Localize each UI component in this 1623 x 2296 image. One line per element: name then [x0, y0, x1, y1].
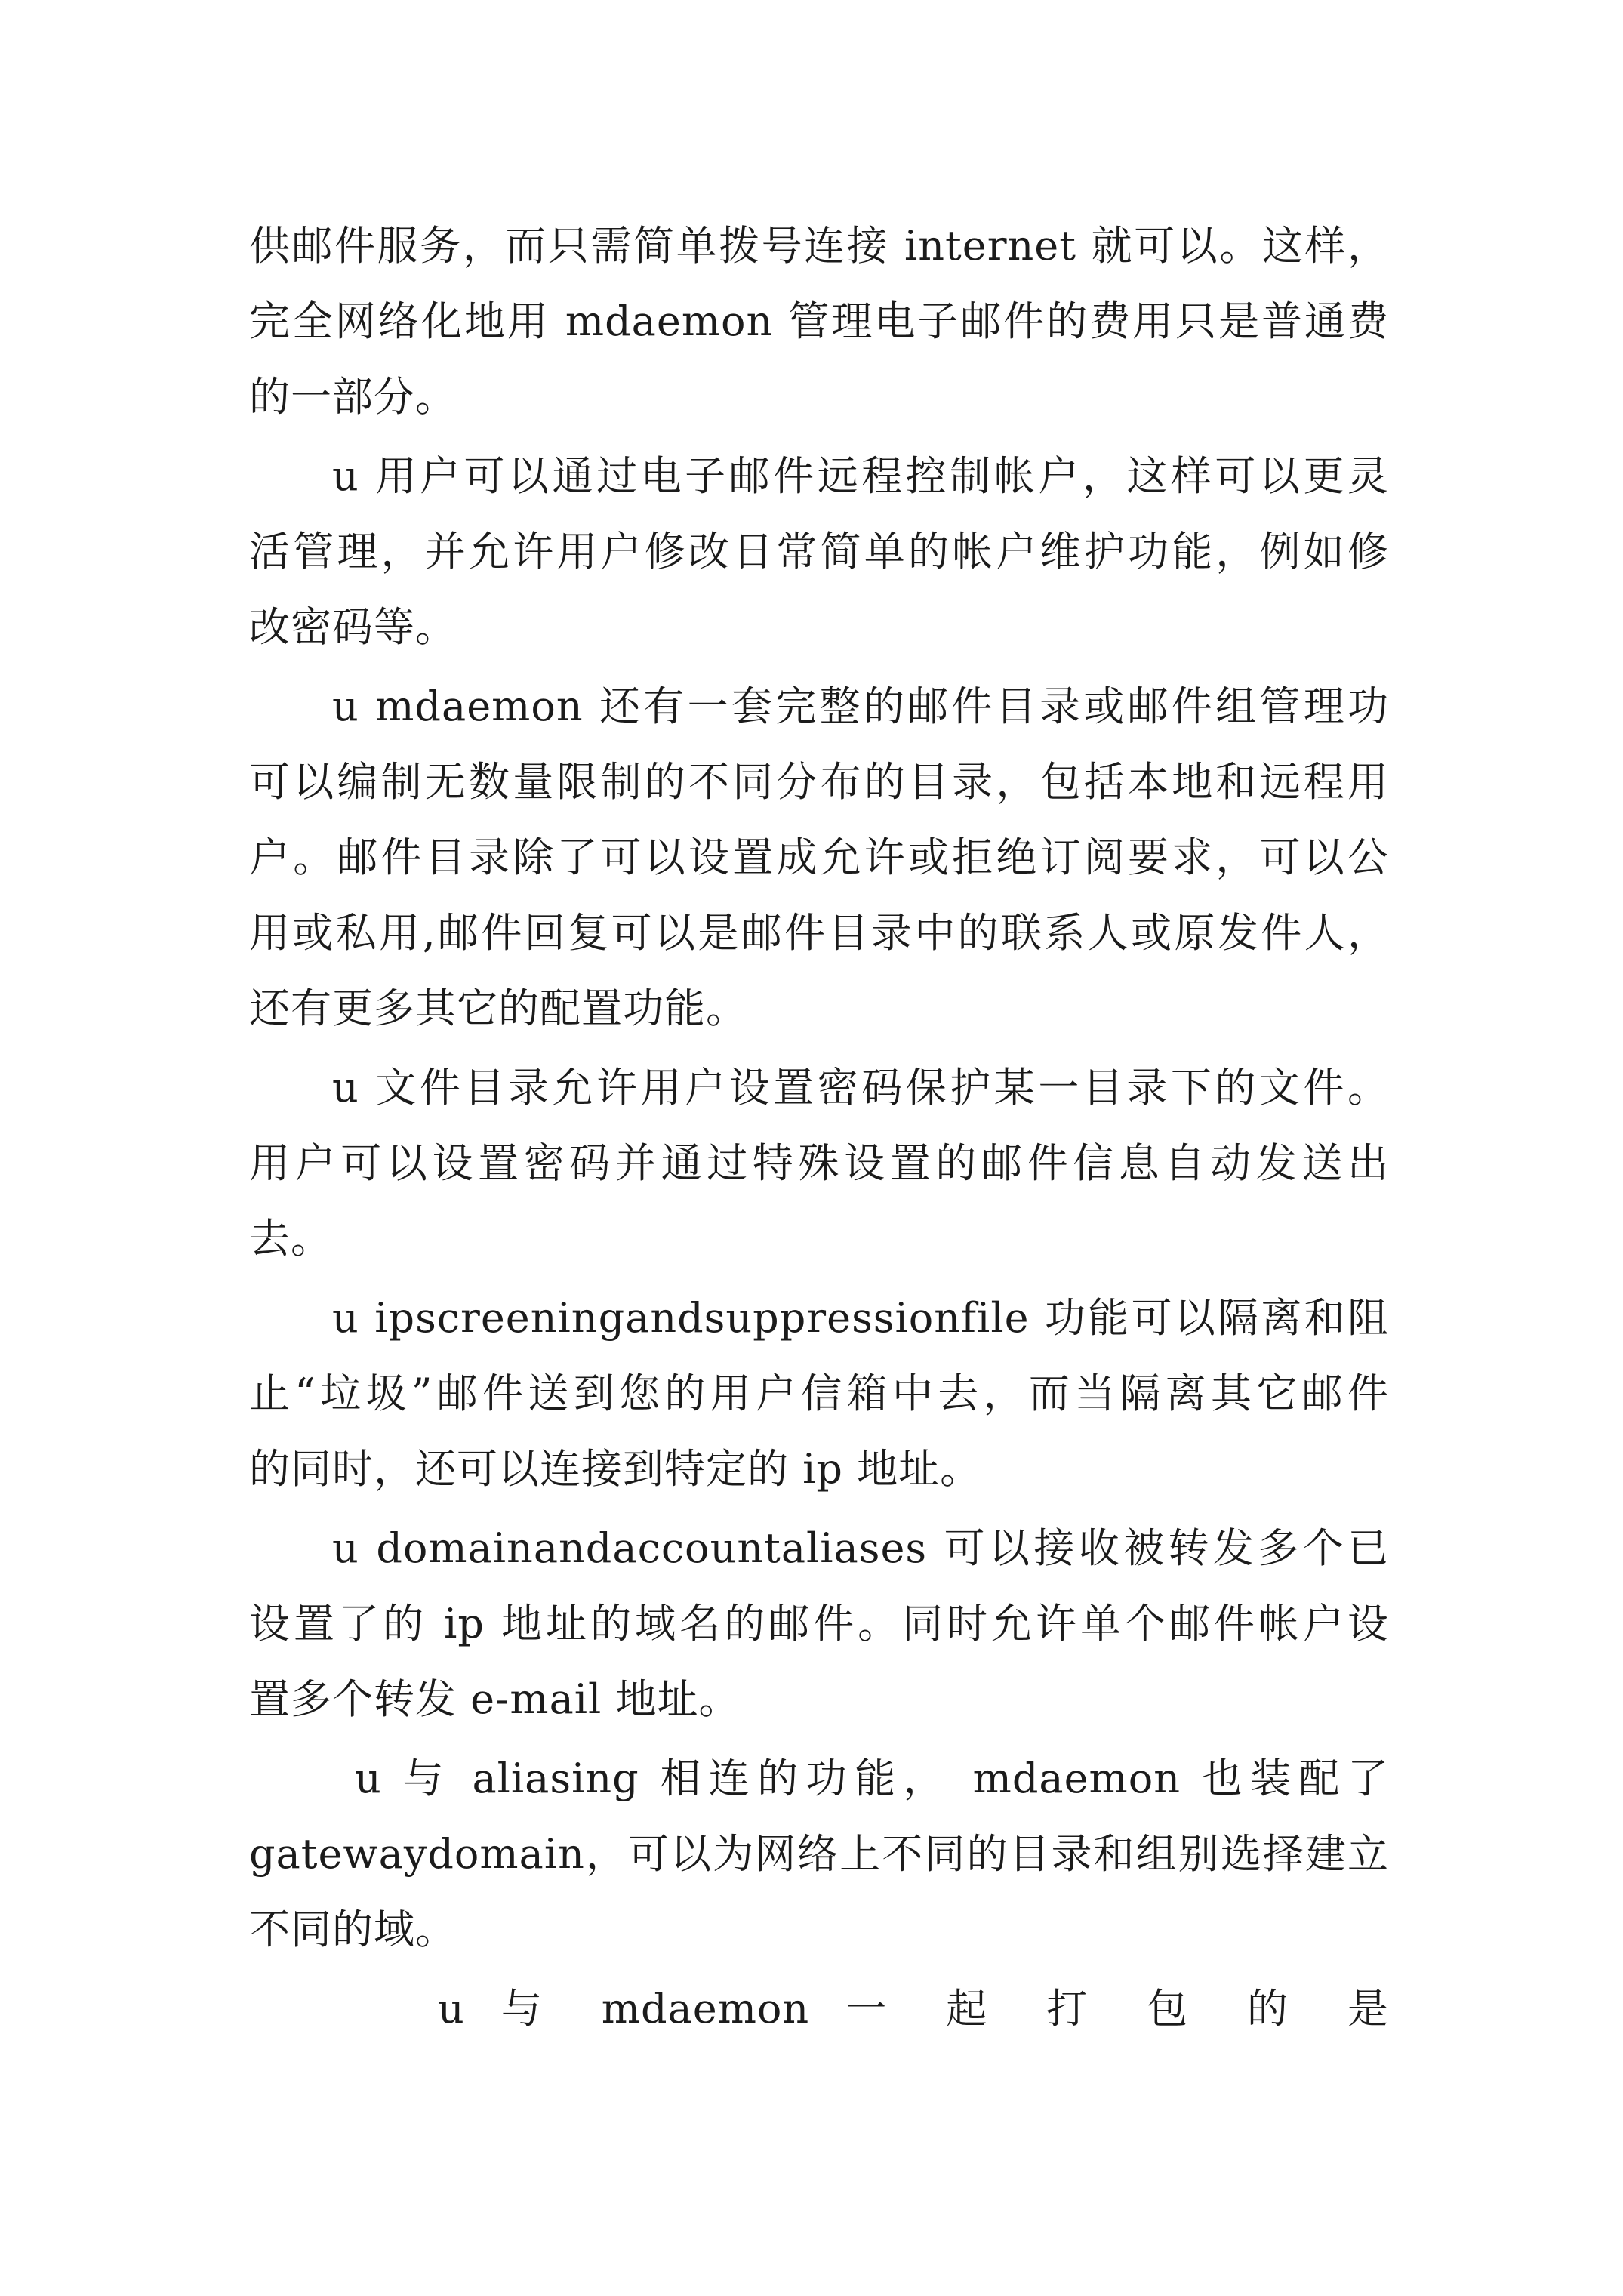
text-line-17: 的同时，还可以连接到特定的 ip 地址。 — [249, 1445, 982, 1493]
text-line-11: 还有更多其它的配置功能。 — [249, 985, 747, 1032]
text-line-13: 用户可以设置密码并通过特殊设置的邮件信息自动发送出 — [249, 1139, 1389, 1187]
text-line-24: u 与 mdaemon 一 起 打 包 的 是 — [438, 1985, 1389, 2032]
text-line-10: 用或私用,邮件回复可以是邮件目录中的联系人或原发件人， — [249, 909, 1389, 957]
text-line-15: u ipscreeningandsuppressionfile 功能可以隔离和阻 — [332, 1294, 1389, 1342]
text-line-6: 改密码等。 — [249, 603, 457, 651]
text-line-1: 供邮件服务，而只需简单拨号连接 internet 就可以。这样， — [249, 222, 1389, 270]
text-line-19: 设置了的 ip 地址的域名的邮件。同时允许单个邮件帐户设 — [249, 1600, 1389, 1647]
text-line-8: 可以编制无数量限制的不同分布的目录，包括本地和远程用 — [249, 758, 1389, 806]
text-line-2: 完全网络化地用 mdaemon 管理电子邮件的费用只是普通费 — [249, 297, 1389, 345]
text-line-5: 活管理，并允许用户修改日常简单的帐户维护功能，例如修 — [249, 528, 1389, 575]
text-line-22: gatewaydomain，可以为网络上不同的目录和组别选择建立 — [249, 1830, 1389, 1878]
text-line-16: 止“垃圾”邮件送到您的用户信箱中去，而当隔离其它邮件 — [249, 1370, 1389, 1417]
text-line-20: 置多个转发 e-mail 地址。 — [249, 1675, 741, 1723]
text-line-14: 去。 — [249, 1215, 332, 1262]
text-line-21: u 与 aliasing 相连的功能， mdaemon 也装配了 — [355, 1755, 1389, 1802]
text-line-9: 户。邮件目录除了可以设置成允许或拒绝订阅要求，可以公 — [249, 834, 1389, 881]
text-line-12: u 文件目录允许用户设置密码保护某一目录下的文件。 — [332, 1064, 1389, 1111]
text-line-18: u domainandaccountaliases 可以接收被转发多个已 — [332, 1524, 1389, 1572]
text-line-3: 的一部分。 — [249, 373, 457, 421]
text-line-4: u 用户可以通过电子邮件远程控制帐户，这样可以更灵 — [332, 452, 1389, 500]
text-line-23: 不同的域。 — [249, 1906, 457, 1953]
text-line-7: u mdaemon 还有一套完整的邮件目录或邮件组管理功 — [332, 683, 1389, 730]
